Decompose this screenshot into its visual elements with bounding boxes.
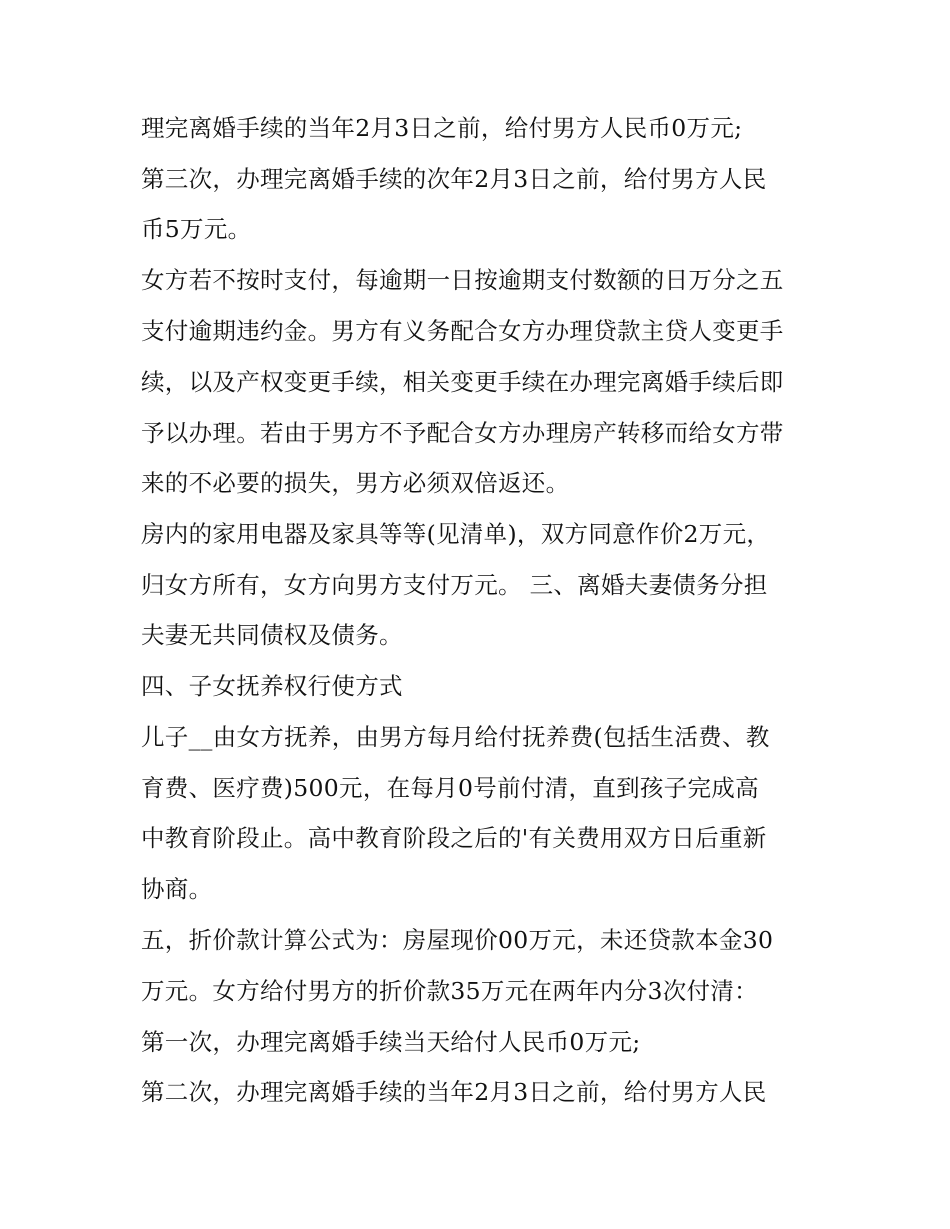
text-line: 育费、医疗费)500元，在每月0号前付清，直到孩子完成高 xyxy=(141,774,759,802)
text-line: 支付逾期违约金。男方有义务配合女方办理贷款主贷人变更手 xyxy=(141,317,784,345)
text-line: 予以办理。若由于男方不予配合女方办理房产转移而给女方带 xyxy=(141,419,784,447)
text-line: 理完离婚手续的当年2月3日之前，给付男方人民币0万元; xyxy=(141,114,743,142)
section-heading: 四、子女抚养权行使方式 xyxy=(141,672,403,700)
text-line: 协商。 xyxy=(141,875,213,903)
text-line: 归女方所有，女方向男方支付万元。 三、离婚夫妻债务分担 xyxy=(141,571,768,599)
text-line: 第二次，办理完离婚手续的当年2月3日之前，给付男方人民 xyxy=(141,1078,767,1106)
text-line: 房内的家用电器及家具等等(见清单)，双方同意作价2万元， xyxy=(141,520,771,548)
text-line: 夫妻无共同债权及债务。 xyxy=(141,621,403,649)
text-line: 中教育阶段止。高中教育阶段之后的'有关费用双方日后重新 xyxy=(141,824,767,852)
text-line: 第一次，办理完离婚手续当天给付人民币0万元; xyxy=(141,1028,641,1056)
text-line: 儿子__由女方抚养，由男方每月给付抚养费(包括生活费、教 xyxy=(141,723,770,751)
text-line: 第三次，办理完离婚手续的次年2月3日之前，给付男方人民 xyxy=(141,165,767,193)
text-line: 万元。女方给付男方的折价款35万元在两年内分3次付清： xyxy=(141,977,758,1005)
text-line: 续，以及产权变更手续，相关变更手续在办理完离婚手续后即 xyxy=(141,368,784,396)
text-line: 五，折价款计算公式为：房屋现价00万元，未还贷款本金30 xyxy=(141,926,774,954)
text-line: 女方若不按时支付，每逾期一日按逾期支付数额的日万分之五 xyxy=(141,266,784,294)
text-line: 来的不必要的损失，男方必须双倍返还。 xyxy=(141,469,570,497)
text-line: 币5万元。 xyxy=(141,215,252,243)
